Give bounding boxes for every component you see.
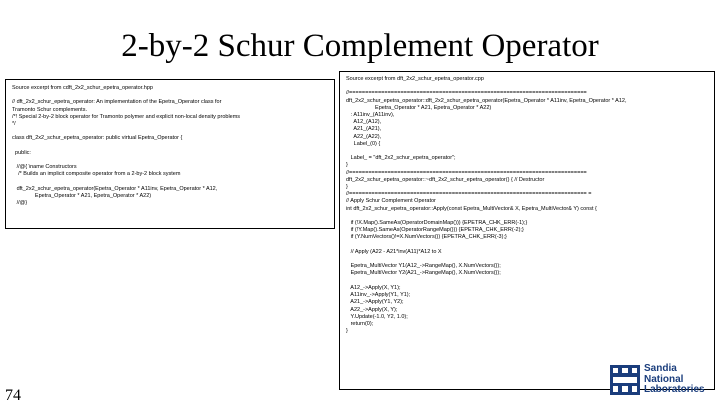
code-line: Y.Update(-1.0, Y2, 1.0); (346, 313, 408, 320)
code-line: Source excerpt from dft_2x2_schur_epetra_operator.cpp (346, 76, 484, 82)
code-line: A21_(A21), (346, 126, 382, 133)
code-line: } (346, 162, 348, 169)
code-line: //========================================================================== (346, 169, 587, 176)
code-line: Epetra_MultiVector Y1(A12_->RangeMap(), X.NumVectors()); (346, 263, 501, 270)
code-line: if (!Y.Map().SameAs(OperatorRangeMap())) {EPETRA_CHK_ERR(-2);} (346, 227, 524, 234)
code-line: Epetra_Operator * A21, Epetra_Operator * A22) (346, 104, 492, 111)
code-line: public: (12, 149, 31, 156)
code-line: A22_->Apply(X, Y); (346, 306, 398, 313)
slide-title: 2-by-2 Schur Complement Operator (121, 28, 599, 64)
code-line: class dft_2x2_schur_epetra_operator: public virtual Epetra_Operator { (12, 135, 183, 142)
logo-line-1: Sandia (644, 363, 677, 374)
code-line: dft_2x2_schur_epetra_operator::~dft_2x2_schur_epetra_operator() { // Destructor (346, 176, 545, 183)
code-line: : A11inv_(A11inv), (346, 112, 395, 119)
sandia-logo (610, 363, 710, 399)
code-line: Label_(0) { (346, 140, 381, 147)
code-line (12, 128, 328, 135)
header-excerpt-box (5, 79, 335, 229)
code-line: //========================================================================== = (346, 191, 592, 198)
sandia-logo-text (644, 364, 705, 396)
code-line: } (346, 328, 348, 335)
code-line: Tramonto Schur complements. (12, 106, 87, 113)
code-line: //@{ \name Constructors (12, 164, 77, 171)
code-line: Epetra_Operator * A21, Epetra_Operator * A22) (12, 193, 152, 200)
code-line (346, 256, 708, 263)
code-line (346, 242, 708, 249)
code-line: dft_2x2_schur_epetra_operator::dft_2x2_schur_epetra_operator(Epetra_Operator * A11inv, Epetra_Operator * A12, (346, 97, 627, 104)
code-line: // dft_2x2_schur_epetra_operator: An implementation of the Epetra_Operator class for (12, 99, 222, 106)
slide-number: 74 (5, 387, 21, 404)
code-line: Label_ = "dft_2x2_schur_epetra_operator"; (346, 155, 456, 162)
code-line: //========================================================================== (346, 90, 587, 97)
code-line: A11inv_->Apply(Y1, Y1); (346, 292, 411, 299)
code-line (346, 83, 708, 90)
code-line: */ (12, 121, 16, 128)
code-line: return(0); (346, 320, 374, 327)
code-line: A22_(A22), (346, 133, 382, 140)
code-line: //@} (12, 200, 28, 207)
logo-line-3: Laboratories (644, 384, 705, 395)
code-line: // Apply (A22 - A21*inv(A11)*A12 to X (346, 248, 442, 255)
code-line: /* Builds an implicit composite operator from a 2-by-2 block system (12, 171, 181, 178)
code-line: A12_(A12), (346, 119, 382, 126)
code-line (346, 213, 708, 220)
code-line: } (346, 184, 348, 191)
code-line (12, 92, 328, 99)
logo-line-2: National (644, 373, 684, 385)
code-line: /*! Special 2-by-2 block operator for Tramonto polymer and explicit non-local density problems (12, 113, 241, 120)
code-line: Source excerpt from cdft_2x2_schur_epetra_operator.hpp (12, 85, 153, 91)
code-line: if (!X.Map().SameAs(OperatorDomainMap())) {EPETRA_CHK_ERR(-1);} (346, 220, 528, 227)
code-line: if (Y.NumVectors()!=X.NumVectors()) {EPETRA_CHK_ERR(-3);} (346, 234, 507, 241)
code-line: Epetra_MultiVector Y2(A21_->RangeMap(), X.NumVectors()); (346, 270, 501, 277)
code-line (12, 143, 328, 150)
code-line: A21_->Apply(Y1, Y2); (346, 299, 404, 306)
code-line (12, 157, 328, 164)
code-line: A12_->Apply(X, Y1); (346, 284, 401, 291)
code-line (346, 278, 708, 285)
source-excerpt-box (339, 71, 715, 390)
sandia-thunderbird-icon (610, 365, 640, 395)
code-line: int dft_2x2_schur_epetra_operator::Apply(const Epetra_MultiVector& X, Epetra_MultiVector& Y) const { (346, 205, 597, 212)
code-line (12, 179, 328, 186)
code-line (346, 148, 708, 155)
code-line: // Apply Schur Complement Operator (346, 198, 436, 205)
code-line: dft_2x2_schur_epetra_operator(Epetra_Operator * A11inv, Epetra_Operator * A12, (12, 185, 218, 192)
